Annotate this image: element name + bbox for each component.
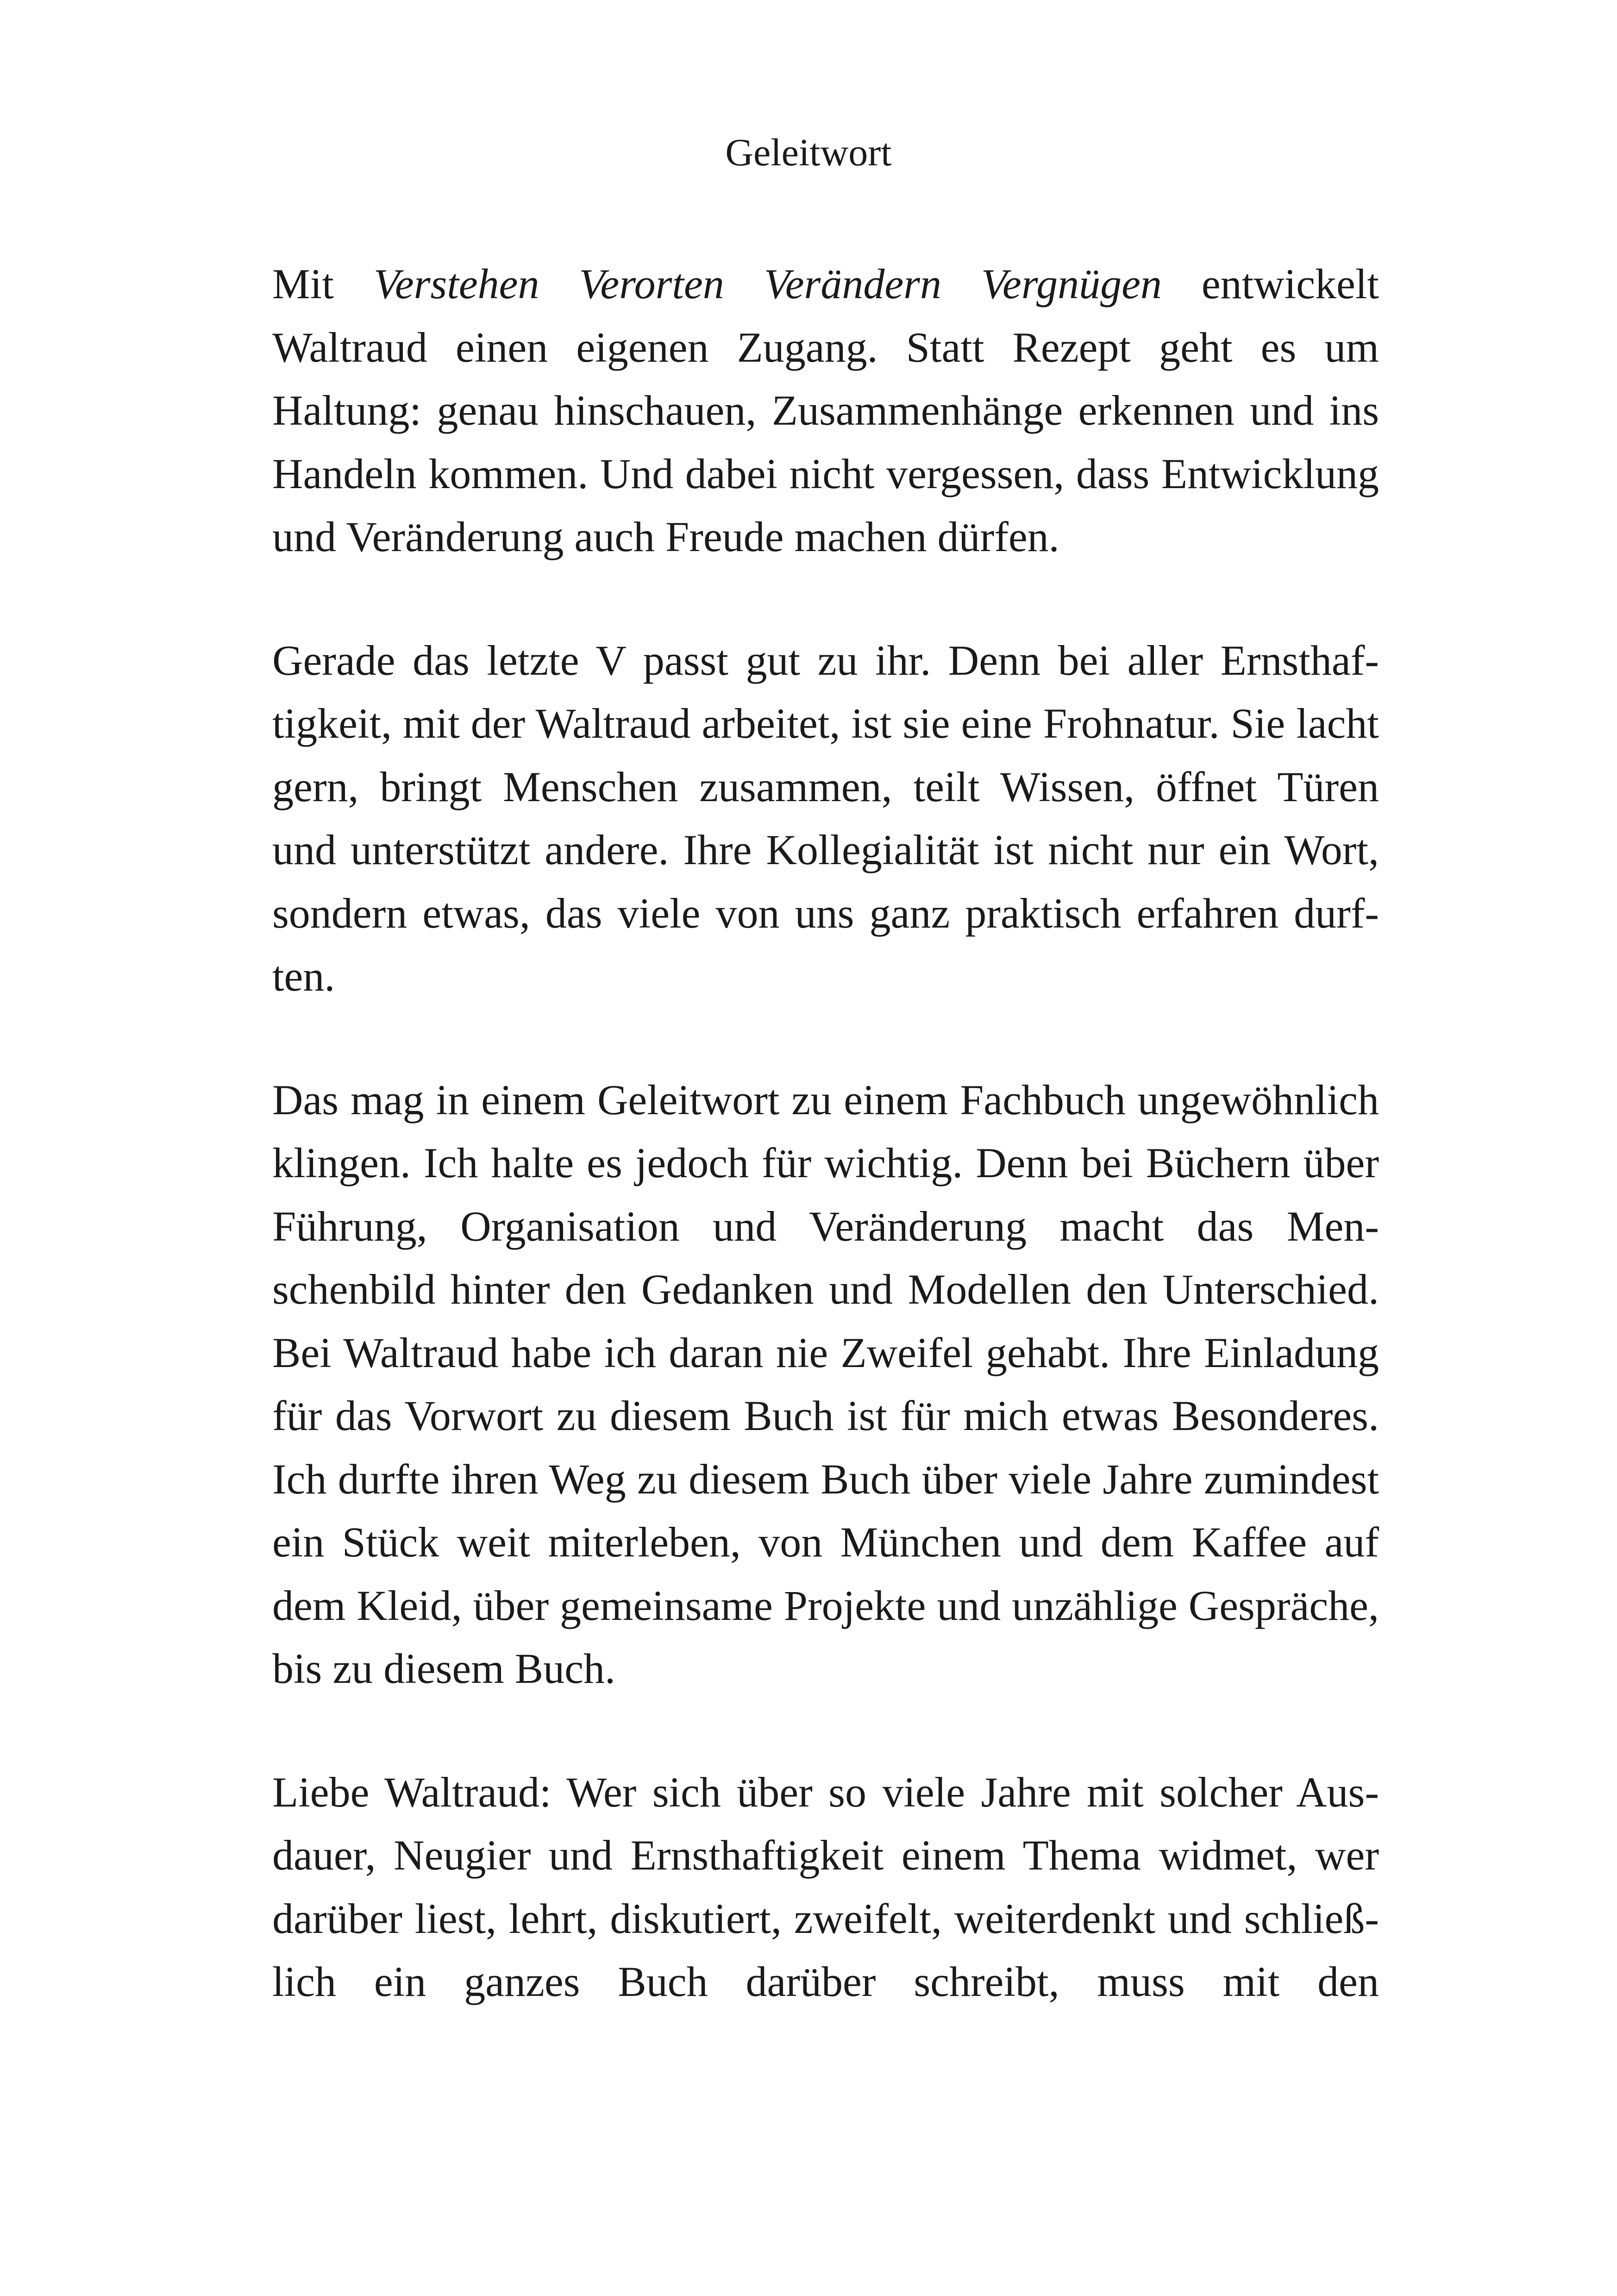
body-text: [272, 252, 1379, 2014]
paragraph-2: Gerade das letzte V passt gut zu ihr. Denn bei aller Ernsthaftigkeit, mit der Waltraud arbeitet, ist sie eine Frohnatur. Sie lacht gern, bringt Menschen zusammen, teilt Wissen, öffnet Türen und unterstützt andere. Ihre Kollegialität ist nicht nur ein Wort, sondern etwas, das viele von uns ganz praktisch erfahren durften.: [272, 636, 1379, 1000]
page-title: Geleitwort: [725, 131, 892, 174]
paragraph-3: Das mag in einem Geleitwort zu einem Fachbuch ungewöhnlich klingen. Ich halte es jedoch für wichtig. Denn bei Büchern über Führung, Organisation und Veränderung macht das Menschenbild hinter den Gedanken und Modellen den Unterschied. Bei Waltraud habe ich daran nie Zweifel gehabt. Ihre Einladung für das Vorwort zu diesem Buch ist für mich etwas Besonderes. Ich durfte ihren Weg zu diesem Buch über viele Jahre zumindest ein Stück weit miterleben, von München und dem Kaffee auf dem Kleid, über gemeinsame Projekte und unzählige Gespräche, bis zu diesem Buch.: [272, 1076, 1379, 1692]
book-title-italic: Verstehen Verorten Verändern Vergnügen: [373, 260, 1162, 307]
paragraph-1-suffix: entwickelt Waltraud einen eigenen Zugang. Statt Rezept geht es um Haltung: genau hinschauen, Zusammenhänge erkennen und ins Handeln kommen. Und dabei nicht vergessen, dass Entwicklung und Veränderung auch Freude machen dürfen.: [272, 260, 1379, 560]
paragraph-1: [272, 252, 1379, 569]
paragraph-1-prefix: Mit: [272, 260, 374, 307]
paragraph-4: Liebe Waltraud: Wer sich über so viele Jahre mit solcher Ausdauer, Neugier und Ernsthaftigkeit einem Thema widmet, wer darüber liest, lehrt, diskutiert, zweifelt, weiterdenkt und schließlich ein ganzes Buch darüber schreibt, muss mit den: [272, 1768, 1379, 2005]
